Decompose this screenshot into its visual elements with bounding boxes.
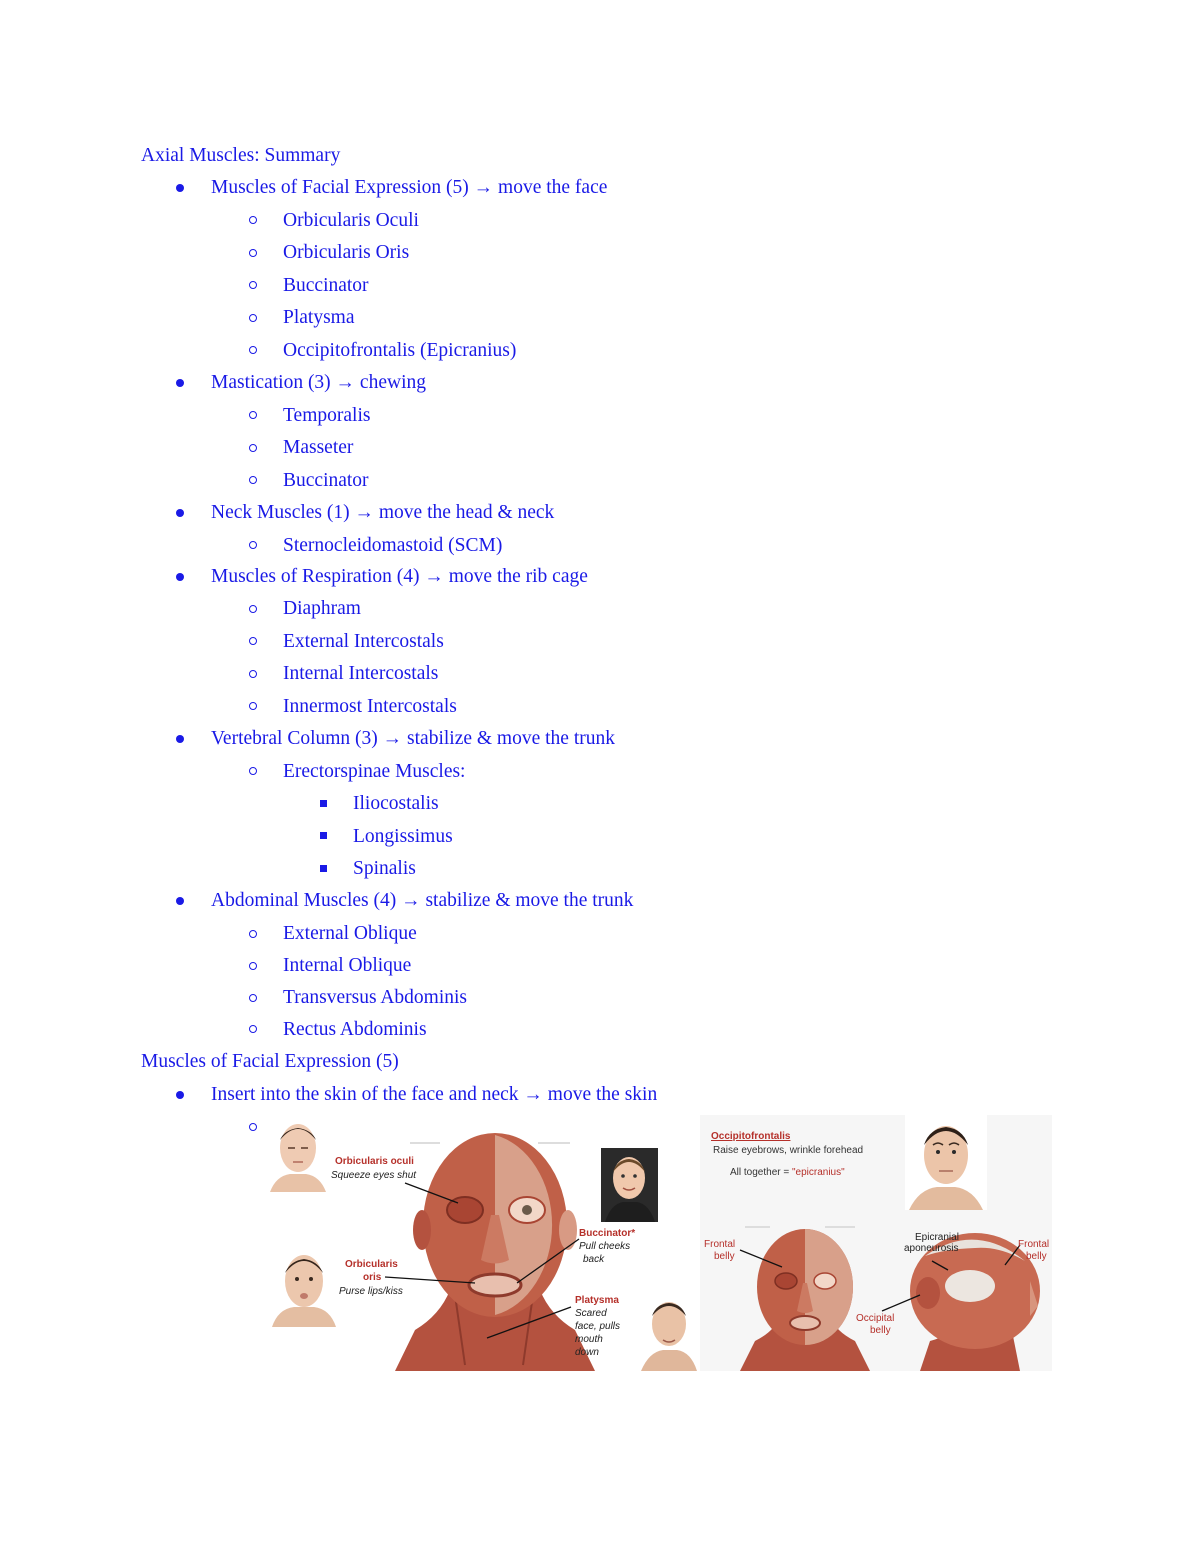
bullet-icon: [176, 509, 184, 517]
circle-bullet-icon: [249, 637, 257, 645]
label-platysma-desc-1: Scared: [575, 1308, 607, 1319]
label-frontal-belly-left-2: belly: [714, 1251, 735, 1262]
sub-item: Innermost Intercostals: [283, 696, 457, 717]
sub-item: Buccinator: [283, 275, 369, 296]
sub-item: Rectus Abdominis: [283, 1019, 427, 1040]
label-occipital-belly-2: belly: [870, 1325, 891, 1336]
circle-bullet-icon: [249, 605, 257, 613]
facial-muscles-figure: [265, 1115, 700, 1371]
sub-sub-item: Longissimus: [353, 826, 453, 847]
list-item: Muscles of Facial Expression (5) → move the face: [211, 177, 608, 198]
circle-bullet-icon: [249, 994, 257, 1002]
circle-bullet-icon: [249, 962, 257, 970]
sub-item: Occipitofrontalis (Epicranius): [283, 340, 517, 361]
label-orbicularis-oculi-desc: Squeeze eyes shut: [331, 1170, 417, 1181]
photo-scared-face: [637, 1292, 700, 1371]
label-occipitofrontalis: Occipitofrontalis: [711, 1131, 791, 1142]
note-prefix: All together =: [730, 1167, 792, 1178]
sub-item: Orbicularis Oris: [283, 242, 410, 263]
label-epicranial-aponeurosis: Epicranial: [915, 1232, 959, 1243]
photo-boy-cheeks: [601, 1148, 658, 1222]
list-item: Muscles of Respiration (4) → move the rib cage: [211, 566, 588, 587]
note-term: "epicranius": [791, 1167, 845, 1178]
sub-item: Internal Oblique: [283, 955, 412, 976]
sub-item: Transversus Abdominis: [283, 987, 468, 1008]
circle-bullet-icon: [249, 670, 257, 678]
circle-bullet-icon: [249, 476, 257, 484]
label-epicranial-aponeurosis-2: aponeurosis: [904, 1243, 959, 1254]
sub-item: Diaphram: [283, 598, 361, 619]
label-platysma-desc-2: face, pulls: [575, 1321, 621, 1332]
list-item: Abdominal Muscles (4) → stabilize & move the trunk: [211, 890, 634, 911]
bullet-icon: [176, 735, 184, 743]
circle-bullet-icon: [249, 1123, 257, 1131]
circle-bullet-icon: [249, 541, 257, 549]
label-frontal-belly-left: Frontal: [704, 1239, 736, 1250]
square-bullet-icon: [320, 865, 327, 872]
sub-item: Masseter: [283, 437, 354, 458]
circle-bullet-icon: [249, 411, 257, 419]
list-item: Mastication (3) → chewing: [211, 372, 426, 393]
label-buccinator-desc-1: Pull cheeks: [579, 1241, 631, 1252]
circle-bullet-icon: [249, 767, 257, 775]
sub-item: External Intercostals: [283, 631, 444, 652]
circle-bullet-icon: [249, 216, 257, 224]
list-item: Insert into the skin of the face and neck → move the skin: [211, 1084, 658, 1105]
sub-item: Platysma: [283, 307, 355, 328]
occipitofrontalis-figure: [700, 1115, 1052, 1371]
label-frontal-belly-right-2: belly: [1026, 1251, 1047, 1262]
bullet-icon: [176, 184, 184, 192]
circle-bullet-icon: [249, 1025, 257, 1033]
bullet-icon: [176, 897, 184, 905]
circle-bullet-icon: [249, 249, 257, 257]
bullet-icon: [176, 379, 184, 387]
label-platysma-desc-3: mouth: [575, 1334, 603, 1345]
circle-bullet-icon: [249, 702, 257, 710]
circle-bullet-icon: [249, 314, 257, 322]
photo-eyes-closed: [268, 1118, 328, 1192]
label-occipital-belly: Occipital: [856, 1313, 895, 1324]
circle-bullet-icon: [249, 930, 257, 938]
sub-item: Temporalis: [283, 405, 371, 426]
sub-item: External Oblique: [283, 923, 417, 944]
photo-pursed-lips: [268, 1247, 340, 1327]
label-orbicularis-oris: Orbicularis: [345, 1259, 398, 1270]
bullet-icon: [176, 573, 184, 581]
label-occipitofrontalis-desc: Raise eyebrows, wrinkle forehead: [713, 1145, 864, 1156]
label-buccinator-desc-2: back: [583, 1254, 605, 1265]
sub-sub-item: Spinalis: [353, 858, 416, 879]
bullet-icon: [176, 1091, 184, 1099]
circle-bullet-icon: [249, 444, 257, 452]
label-orbicularis-oris-desc: Purse lips/kiss: [339, 1286, 403, 1297]
square-bullet-icon: [320, 832, 327, 839]
list-item: Neck Muscles (1) → move the head & neck: [211, 502, 555, 523]
list-item: Vertebral Column (3) → stabilize & move the trunk: [211, 728, 615, 749]
sub-item: Erectorspinae Muscles:: [283, 761, 466, 782]
square-bullet-icon: [320, 800, 327, 807]
sub-item: Buccinator: [283, 470, 369, 491]
sub-item: Sternocleidomastoid (SCM): [283, 535, 503, 556]
label-platysma-desc-4: down: [575, 1347, 599, 1358]
label-orbicularis-oris-2: oris: [363, 1272, 382, 1283]
section-heading: Muscles of Facial Expression (5): [141, 1051, 399, 1072]
label-buccinator: Buccinator*: [579, 1228, 636, 1239]
circle-bullet-icon: [249, 281, 257, 289]
circle-bullet-icon: [249, 346, 257, 354]
sub-item: Orbicularis Oculi: [283, 210, 419, 231]
label-platysma: Platysma: [575, 1295, 619, 1306]
sub-sub-item: Iliocostalis: [353, 793, 439, 814]
label-orbicularis-oculi: Orbicularis oculi: [335, 1156, 414, 1167]
sub-item: Internal Intercostals: [283, 663, 439, 684]
summary-title: Axial Muscles: Summary: [141, 145, 341, 166]
label-frontal-belly-right: Frontal: [1018, 1239, 1050, 1250]
